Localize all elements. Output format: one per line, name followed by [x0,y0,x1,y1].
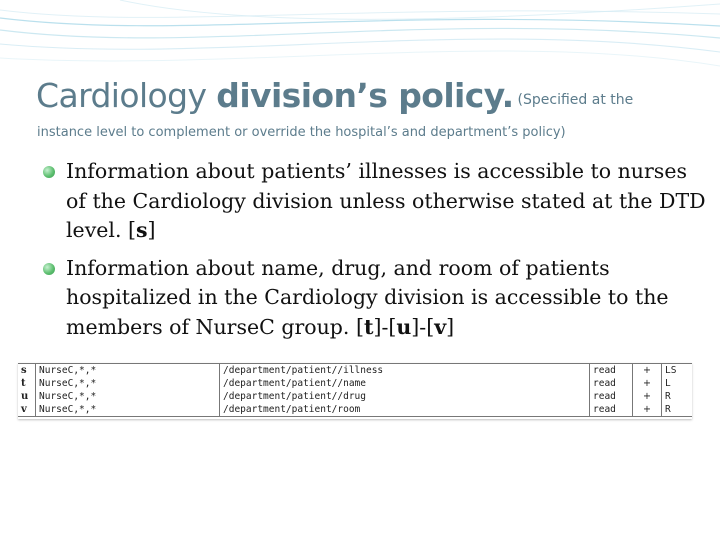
rule-object: /department/patient//name [220,377,590,390]
rule-type: L [665,378,671,389]
bullet-text: ] [446,314,455,339]
rule-type: R [662,403,693,417]
rule-object: /department/patient//illness [220,364,590,378]
rule-subject: NurseC,*,* [36,403,220,417]
rule-id: v [18,403,36,417]
bullet-text: Information about name, drug, and room of patients hospitalized in the Cardiology division is accessible to the members of NurseC group. [ [66,255,669,339]
rule-id: u [18,390,36,403]
bullet-text: ] [147,218,156,242]
rule-object: /department/patient/room [220,403,590,417]
title-regular: Cardiology [36,76,217,115]
rule-marker: v [434,314,447,339]
table-row [18,377,692,390]
rule-id: t [18,377,36,390]
bullet-item [40,254,712,343]
rule-id: s [18,364,36,378]
rule-type: R [665,391,671,402]
rule-action: read [590,377,633,390]
bullet-text: ]-[ [411,314,435,339]
rule-marker: s [136,218,148,242]
rule-action: read [590,390,633,403]
rule-subject: NurseC,*,* [36,377,220,390]
bullet-item [40,157,712,246]
rule-type: LS [662,364,693,378]
title-bold: division’s policy. [216,76,514,115]
rule-object: /department/patient//drug [220,390,590,403]
table-row [18,390,692,403]
slide-subtitle: instance level to complement or override the hospital’s and department’s policy) [37,125,566,140]
bullet-list [40,157,712,342]
rule-action: read [590,403,633,417]
rule-action: read [590,364,633,378]
bullet-dot-icon [43,166,55,178]
bullet-text: ]-[ [373,314,397,339]
bullet-text: Information about patients’ illnesses is accessible to nurses of the Cardiology division unless otherwise stated at the DTD level. [ [66,159,706,242]
header-decoration [0,0,720,80]
rule-sign: + [633,390,662,403]
rule-marker: t [363,314,374,339]
rule-sign: + [633,377,662,390]
rule-sign: + [633,403,662,417]
rule-marker: u [396,314,412,339]
rule-subject: NurseC,*,* [36,364,220,378]
table-row [18,403,692,417]
bullet-dot-icon [43,263,55,275]
title-note: (Specified at the [517,92,634,108]
slide-title [36,76,633,115]
rule-subject: NurseC,*,* [36,390,220,403]
policy-rules-table [18,363,692,419]
rules-table [18,363,692,417]
rule-sign: + [633,364,662,378]
table-row [18,364,692,378]
